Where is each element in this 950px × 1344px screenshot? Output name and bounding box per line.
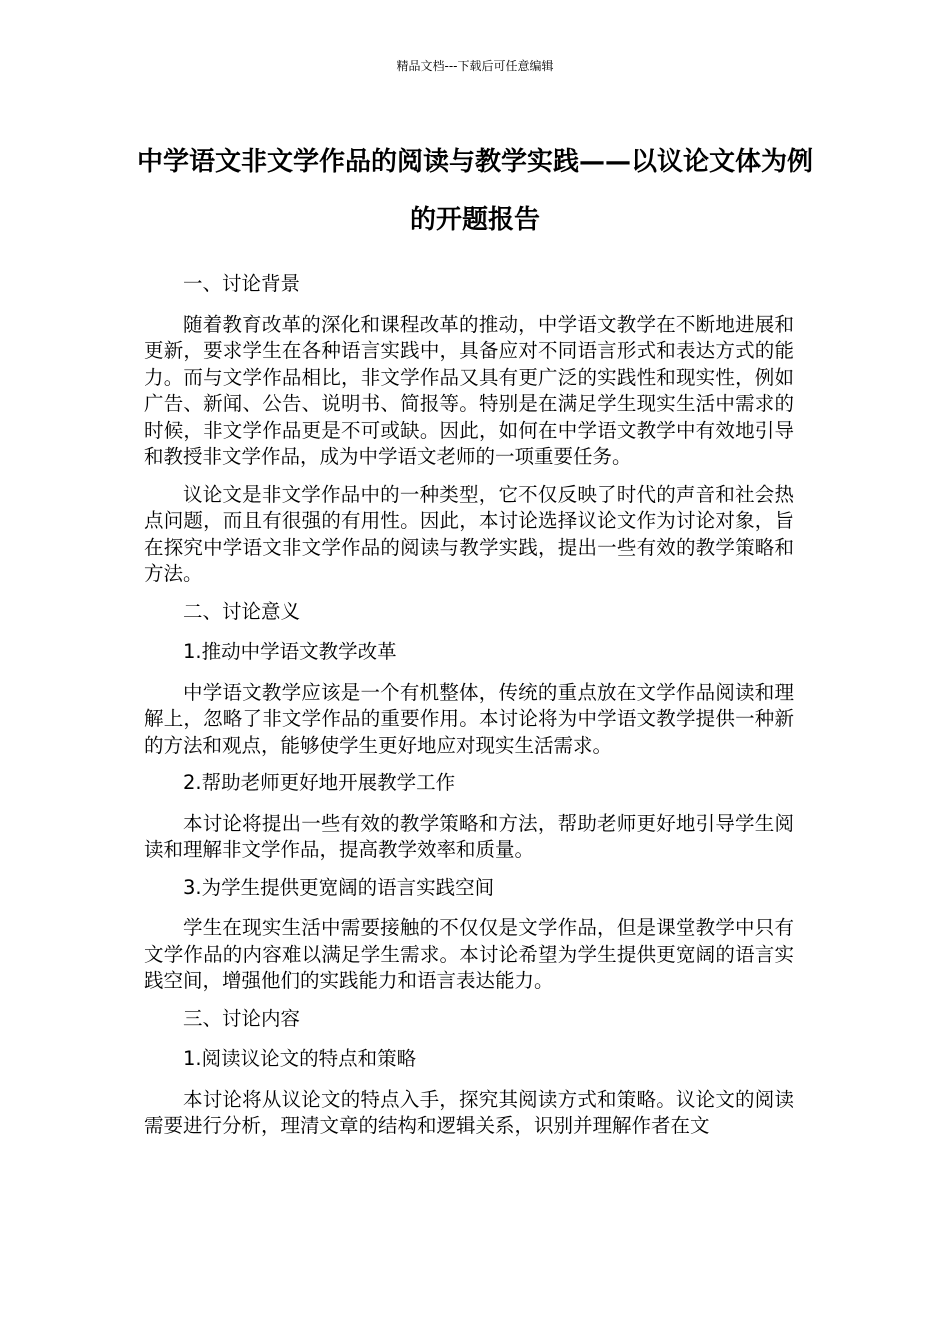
document-body: [144, 267, 794, 1151]
subheading: 1.推动中学语文教学改革: [183, 640, 397, 663]
page-header-note: 精品文档---下载后可任意编辑: [396, 59, 554, 73]
section-heading-content: 三、讨论内容: [183, 1006, 301, 1030]
subheading: 3.为学生提供更宽阔的语言实践空间: [183, 875, 495, 899]
section-heading-significance: 二、讨论意义: [183, 599, 301, 623]
paragraph: 学生在现实生活中需要接触的不仅仅是文学作品，但是课堂教学中只有文学作品的内容难以满足学生需求。本讨论希望为学生提供更宽阔的语言实践空间，增强他们的实践能力和语言表达能力。: [144, 916, 794, 992]
subheading: 1.阅读议论文的特点和策略: [183, 1047, 417, 1070]
paragraph: 议论文是非文学作品中的一种类型，它不仅反映了时代的声音和社会热点问题，而且有很强的有用性。因此，本讨论选择议论文作为讨论对象，旨在探究中学语文非文学作品的阅读与教学实践，提出一些有效的教学策略和方法。: [144, 482, 794, 585]
subheading: 2.帮助老师更好地开展教学工作: [183, 771, 456, 794]
paragraph: 本讨论将提出一些有效的教学策略和方法，帮助老师更好地引导学生阅读和理解非文学作品，提高教学效率和质量。: [144, 811, 794, 861]
paragraph: 中学语文教学应该是一个有机整体，传统的重点放在文学作品阅读和理解上，忽略了非文学作品的重要作用。本讨论将为中学语文教学提供一种新的方法和观点，能够使学生更好地应对现实生活需求。: [144, 680, 794, 757]
paragraph: 本讨论将从议论文的特点入手，探究其阅读方式和策略。议论文的阅读需要进行分析，理清文章的结构和逻辑关系，识别并理解作者在文: [144, 1087, 794, 1137]
document-title: 中学语文非文学作品的阅读与教学实践——以议论文体为例的开题报告: [136, 147, 813, 235]
paragraph: 随着教育改革的深化和课程改革的推动，中学语文教学在不断地进展和更新，要求学生在各种语言实践中，具备应对不同语言形式和表达方式的能力。而与文学作品相比，非文学作品又具有更广泛的实践性和现实性，例如广告、新闻、公告、说明书、简报等。特别是在满足学生现实生活中需求的时候，非文学作品更是不可或缺。因此，如何在中学语文教学中有效地引导和教授非文学作品，成为中学语文老师的一项重要任务。: [144, 312, 794, 468]
section-heading-background: 一、讨论背景: [183, 272, 301, 295]
